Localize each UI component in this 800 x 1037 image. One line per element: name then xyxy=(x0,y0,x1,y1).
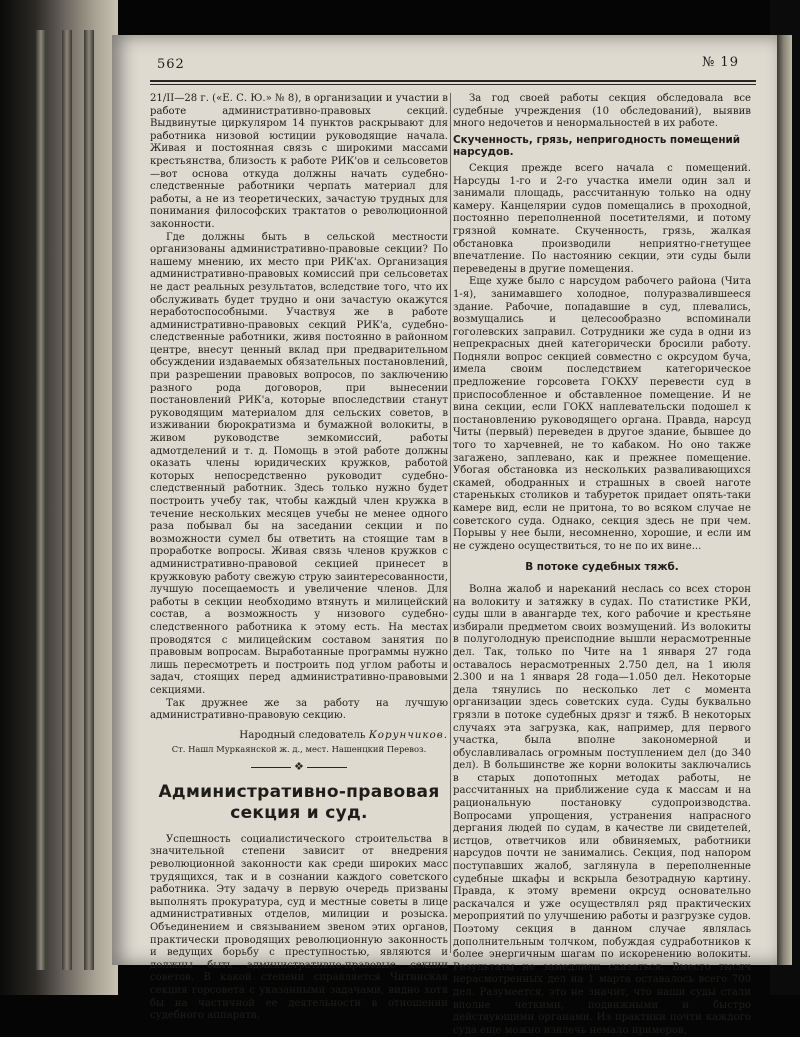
section-heading: Скученность, грязь, непригодность помещений нарсудов. xyxy=(453,133,741,159)
binding-strip xyxy=(84,30,94,970)
left-column xyxy=(150,93,448,1022)
page-number: 562 xyxy=(157,57,185,72)
scanned-page xyxy=(112,35,777,1036)
right-column xyxy=(453,93,751,1036)
column-divider xyxy=(450,93,451,953)
paragraph: Еще хуже было с нарсудом рабочего района (Чита 1-я), занимавшего холодное, полуразвалившееся здание. Рабочие, попадавшие в суд, плевались, возмущались и целесообразно вспоминали гоголевских заправил. Сотрудники же суда в одни из непрекрасных дней категорически бросили работу. Подняли вопрос секцией совместно с окрсудом буча, имела своим последствием категорическое предложение горсовета ГОКХУ перевести суд в приспособленное и обставленное помещение. И не вина секции, если ГОКХ наплевательски подошел к постановлению руководящего органа. Правда, нарсуд Читы (первый) переведен в другое здание, бывшее до того то харчевней, не то кабаком. Но оно также загажено, заплевано, как и прежнее помещение. Убогая обстановка из нескольких разваливающихся скамей, ободранных и страшных в своей наготе старенькых столиков и табуреток придает опять-таки камере вид, если не притона, то во всяком случае не советского суда. Однако, секция здесь не при чем. Порывы у нее были, несомненно, хорошие, и если им не суждено осуществиться, то не по их вине... xyxy=(453,276,751,552)
binding-strip xyxy=(62,30,72,970)
paragraph: Волна жалоб и нареканий неслась со всех сторон на волокиту и затяжку в судах. По статистике РКИ, суды шли в авангарде тех, кого рабочие и крестьяне избирали предметом своих возмущений. Из волокиты в полуголодную преисподние вышли нерасмотренные дел. Так, только по Чите на 1 января 27 года оставалось нерасмотренных 2.750 дел, на 1 июля 2.300 и на 1 января 28 года—1.050 дел. Некоторые дела тянулись по несколько лет с момента организации здесь советских суда. Суды буквально грязли в потоке судебных дрязг и тяжб. В некоторых случаях эта загрузка, как, например, для первого участка, была вполне закономерной и обуславливалась огромным поступлением дел (до 340 дел). В большинстве же корни волокиты заключались в старых допотопных методах работы, не рассчитанных на приближение суда к массам и на рациональную постановку судопроизводства. Вопросами упрощения, устранения напрасного дергания людей по судам, в качестве ли свидетелей, истцов, ответчиков или обвиняемых, работники нарсудов почти не занимались. Секция, под напором поступавших жалоб, заглянула в переполненные судебные шкафы и вскрыла безотрадную картину. Правда, к этому времени окрсуд основательно раскачался и уже осуществлял ряд практических мероприятий по улучшению работы и разгрузке судов. Поэтому секция в данном случае являлась дополнительным толчком, побуждая судработников к более энергичным шагам по искоренению волокиты. Результаты не замедлили сказаться. Вместо тысяч нерасмотренных дел на 1 марта оставалось всего 700 дел. Разумеется, это не значит, что наши суды стали вполне четкими, подвижными и быстро действующими органами. Из практики почти каждого суда еще можно извлечь немало примеров, xyxy=(453,583,751,1036)
author-signature xyxy=(150,729,448,742)
binding-strip xyxy=(36,30,46,970)
book-binding xyxy=(0,0,118,995)
adjacent-page-edge xyxy=(776,35,792,965)
paragraph: За год своей работы секция обследовала все судебные учреждения (10 обследований), выявив много недочетов и ненормальностей в их работе. xyxy=(453,93,751,130)
header-rule xyxy=(150,80,756,85)
issue-number: № 19 xyxy=(702,55,739,70)
paragraph: Где должны быть в сельской местности организованы административно-правовые секции? По нашему мнению, их место при РИК'ах. Организация административно-правовых комиссий при сельсоветах не даст реальных результатов, вследствие того, что их обслуживать будет трудно и они зачастую окажутся неработоспособными. Участвуя же в работе административно-правовых секций РИК'а, судебно-следственные работники, живя постоянно в районном центре, внесут ценный вклад при предварительном обсуждении издаваемых обязательных постановлений, при разрешении правовых вопросов, по заключению разного рода договоров, при вынесении постановлений РИК'а, которые впоследствии станут руководящим материалом для сельских советов, в изживании бюрократизма и бумажной волокиты, в живом руководстве земкомиссий, работы адмотделений и т. д. Помощь в этой работе должны оказать члены юридических кружков, работой которых непосредственно руководит судебно-следственный работник. Здесь только нужно будет построить учебу так, чтобы каждый член кружка в течение нескольких месяцев учебы не менее одного раза побывал бы на заседании секции и по возможности сумел бы ответить на стоящие там в проработке вопросы. Живая связь членов кружков с административно-правовой секцией принесет в кружковую работу свежую струю заинтересованности, лучшую посещаемость и увеличение членов. Для работы в секции необходимо втянуть и милицейский состав, а возможность у низового судебно-следственного работника к этому есть. На местах проводятся с милицейским составом занятия по правовым вопросам. Выработанные программы нужно лишь пересмотреть и построить под углом работы и задач, стоящих перед административно-правовыми секциями. xyxy=(150,231,448,696)
paragraph: 21/II—28 г. («Е. С. Ю.» № 8), в организации и участии в работе административно-правовых секций. Выдвинутые циркуляром 14 пунктов раскрывают для работника низовой юстиции руководящие начала. Живая и постоянная связь с широкими массами крестьянства, близость к работе РИК'ов и сельсоветов—вот основа откуда должны начать судебно-следственные работники черпать материал для работы, а не из теоретических, зачастую трудных для понимания философских трактатов о революционной законности. xyxy=(150,93,448,230)
paragraph: Успешность социалистического строительства в значительной степени зависит от внедрения революционной законности как среди широких масс трудящихся, так и в сознании каждого советского работника. Эту задачу в первую очередь призваны выполнять прокуратура, суд и местные советы в лице административных отделов, милиции и розыска. Объединением и связыванием звеном этих органов, практически проводящих революционную законность и ведущих борьбу с преступностью, являются и должны быть административно-правовые секции советов. В какой степени справляется Читинская секция горсовета с указанными задачами, видно хотя бы на частичной ее деятельности в отношении судебного аппарата. xyxy=(150,833,448,1022)
signature-name: Корунчиков. xyxy=(368,728,448,741)
signature-prefix: Народный следователь xyxy=(239,728,366,741)
section-heading: В потоке судебных тяжб. xyxy=(525,561,679,574)
paragraph: Секция прежде всего начала с помещений. Нарсуды 1-го и 2-го участка имели один зал и занимали площадь, рассчитанную только на одну камеру. Канцелярии судов помещались в проходной, постоянно переполненной посетителями, и потому грязной комнате. Скученность, грязь, жалкая обстановка производили неприятно-гнетущее впечатление. По настоянию секции, эти суды были переведены в другие помещения. xyxy=(453,162,751,275)
article-title: Административно-правовая секция и суд. xyxy=(158,781,440,823)
author-location: Ст. Нашл Муркаянской ж. д., мест. Нашенцкий Перевоз. xyxy=(171,744,427,755)
section-ornament: ❖ xyxy=(150,761,448,774)
paragraph: Так дружнее же за работу на лучшую административно-правовую секцию. xyxy=(150,697,448,722)
